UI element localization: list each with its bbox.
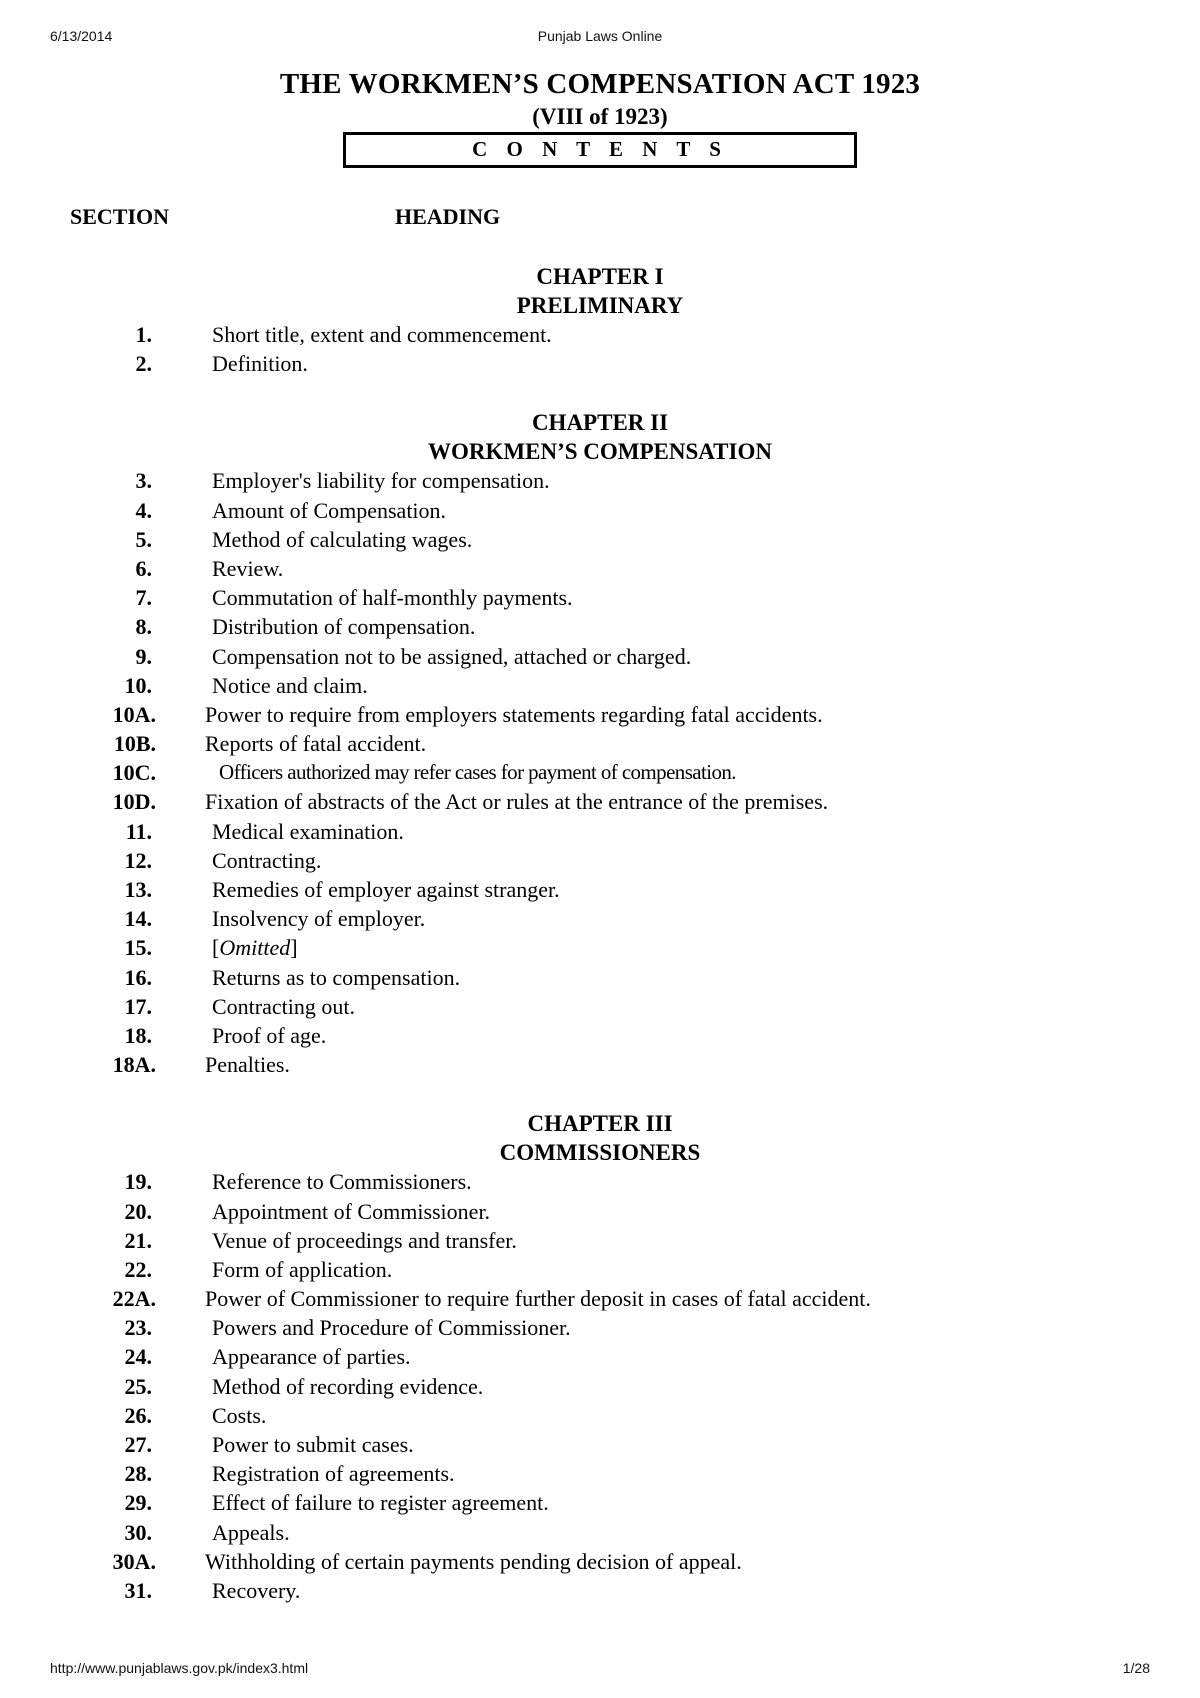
section-number: 2. [135, 351, 152, 377]
toc-row [0, 466, 1200, 495]
section-number: 30A. [112, 1548, 156, 1574]
print-page-number: 1/28 [1122, 1660, 1150, 1676]
section-heading: Commutation of half-monthly payments. [212, 585, 573, 611]
section-number: 19. [124, 1169, 152, 1195]
print-site-name: Punjab Laws Online [537, 28, 663, 44]
toc-row [0, 1430, 1200, 1459]
section-number: 9. [135, 643, 152, 669]
toc-row [0, 1547, 1200, 1576]
section-heading: Effect of failure to register agreement. [212, 1490, 549, 1516]
toc-row [0, 554, 1200, 583]
section-number: 18A. [112, 1052, 156, 1078]
section-heading: Proof of age. [212, 1022, 327, 1048]
toc-row [0, 817, 1200, 846]
toc-row [0, 1459, 1200, 1488]
toc-row [0, 496, 1200, 525]
section-heading: Insolvency of employer. [212, 906, 426, 932]
toc-row [0, 671, 1200, 700]
column-header-section: SECTION [70, 204, 170, 229]
section-heading: Registration of agreements. [212, 1461, 455, 1487]
section-number: 11. [125, 818, 152, 844]
print-date: 6/13/2014 [50, 28, 113, 44]
print-header [0, 28, 1200, 48]
toc-row [0, 1518, 1200, 1547]
omitted-label: Omitted [219, 935, 291, 961]
toc-row [0, 1021, 1200, 1050]
toc-row [0, 963, 1200, 992]
section-heading: Amount of Compensation. [212, 497, 447, 523]
section-number: 14. [124, 906, 152, 932]
section-number: 24. [124, 1344, 152, 1370]
section-heading: Returns as to compensation. [212, 964, 461, 990]
section-number: 28. [124, 1461, 152, 1487]
chapter-gap [0, 1079, 1200, 1109]
chapter-name: COMMISSIONERS [499, 1140, 701, 1166]
section-number: 29. [124, 1490, 152, 1516]
section-number: 30. [124, 1519, 152, 1545]
section-heading: Appointment of Commissioner. [212, 1198, 491, 1224]
toc-row [0, 1372, 1200, 1401]
section-number: 6. [135, 555, 152, 581]
section-number: 3. [135, 468, 152, 494]
toc-row [0, 1226, 1200, 1255]
chapter-number: CHAPTER I [536, 264, 664, 289]
section-number: 16. [124, 964, 152, 990]
toc-row [0, 1050, 1200, 1079]
section-number: 12. [124, 847, 152, 873]
toc-row [0, 1401, 1200, 1430]
section-number: 31. [124, 1577, 152, 1603]
toc-row [0, 1342, 1200, 1371]
section-heading: Appearance of parties. [212, 1344, 411, 1370]
toc-row [0, 1284, 1200, 1313]
toc-row [0, 729, 1200, 758]
section-number: 10C. [112, 760, 156, 786]
chapter-gap [0, 378, 1200, 408]
section-heading: Withholding of certain payments pending decision of appeal. [205, 1548, 742, 1574]
chapter-number: CHAPTER II [531, 410, 669, 436]
section-number: 10. [124, 672, 152, 698]
bracket-open: [ [212, 935, 220, 961]
section-heading [212, 933, 298, 962]
section-heading: Remedies of employer against stranger. [212, 877, 560, 902]
section-heading: Distribution of compensation. [212, 614, 476, 640]
section-heading: Method of calculating wages. [212, 526, 473, 552]
section-number: 4. [135, 497, 152, 523]
section-heading: Reference to Commissioners. [212, 1169, 472, 1195]
toc-row [0, 758, 1200, 787]
section-number: 18. [124, 1022, 152, 1048]
document-subtitle: (VIII of 1923) [532, 104, 668, 129]
toc-row [0, 642, 1200, 671]
section-heading: Definition. [212, 351, 308, 377]
section-number: 23. [124, 1315, 152, 1341]
section-heading: Powers and Procedure of Commissioner. [212, 1315, 571, 1341]
section-number: 13. [124, 877, 152, 902]
section-heading: Officers authorized may refer cases for payment of compensation. [219, 760, 736, 785]
section-heading: Recovery. [212, 1577, 301, 1603]
print-footer [0, 1660, 1200, 1680]
chapter-name: WORKMEN’S COMPENSATION [428, 439, 772, 465]
section-number: 21. [124, 1227, 152, 1253]
section-number: 17. [124, 993, 152, 1019]
section-heading: Short title, extent and commencement. [212, 322, 552, 347]
section-number: 10B. [113, 731, 156, 757]
section-number: 27. [124, 1432, 152, 1457]
section-number: 10A. [112, 701, 156, 727]
toc-row [0, 1313, 1200, 1342]
toc-row [0, 1255, 1200, 1284]
toc-row [0, 1197, 1200, 1226]
section-number: 5. [135, 526, 152, 552]
toc-row [0, 992, 1200, 1021]
section-number: 22A. [112, 1286, 156, 1312]
section-number: 8. [135, 614, 152, 640]
section-heading: Compensation not to be assigned, attached or charged. [212, 643, 692, 669]
toc-row [0, 583, 1200, 612]
toc-row [0, 1167, 1200, 1196]
chapter-name: PRELIMINARY [516, 293, 684, 318]
section-heading: Medical examination. [212, 818, 404, 844]
section-heading: Notice and claim. [212, 672, 368, 698]
section-heading: Contracting out. [212, 993, 355, 1019]
section-heading: Power to submit cases. [212, 1432, 414, 1457]
bracket-close: ] [290, 935, 298, 961]
section-heading: Fixation of abstracts of the Act or rules at the entrance of the premises. [205, 789, 829, 815]
section-number: 26. [124, 1402, 152, 1428]
section-number: 1. [135, 322, 152, 347]
toc-row [0, 904, 1200, 933]
column-header-heading: HEADING [395, 204, 501, 229]
table-of-contents [0, 262, 1200, 1605]
section-heading: Penalties. [205, 1052, 290, 1078]
section-heading: Appeals. [212, 1519, 290, 1545]
section-heading: Power of Commissioner to require further deposit in cases of fatal accident. [205, 1286, 871, 1312]
print-url: http://www.punjablaws.gov.pk/index3.html [50, 1660, 309, 1676]
toc-row [0, 933, 1200, 962]
section-heading: Contracting. [212, 847, 322, 873]
section-heading: Review. [212, 555, 284, 581]
section-number: 7. [135, 585, 152, 611]
toc-row [0, 1488, 1200, 1517]
toc-row [0, 875, 1200, 904]
section-heading: Venue of proceedings and transfer. [212, 1227, 517, 1253]
section-heading: Costs. [212, 1402, 267, 1428]
chapter-number: CHAPTER III [527, 1111, 673, 1137]
toc-row [0, 525, 1200, 554]
section-heading: Method of recording evidence. [212, 1373, 484, 1399]
toc-row [0, 320, 1200, 349]
section-number: 15. [124, 935, 152, 961]
section-heading: Reports of fatal accident. [205, 731, 427, 757]
section-number: 22. [124, 1256, 152, 1282]
section-heading: Power to require from employers statements regarding fatal accidents. [205, 701, 823, 727]
toc-row [0, 1576, 1200, 1605]
section-heading: Form of application. [212, 1256, 393, 1282]
section-heading: Employer's liability for compensation. [212, 468, 550, 494]
contents-label: C O N T E N T S [343, 132, 857, 168]
toc-row [0, 700, 1200, 729]
document-title: THE WORKMEN’S COMPENSATION ACT 1923 [279, 68, 921, 100]
section-number: 10D. [112, 789, 156, 815]
section-number: 20. [124, 1198, 152, 1224]
toc-row [0, 349, 1200, 378]
section-number: 25. [124, 1373, 152, 1399]
toc-row [0, 846, 1200, 875]
toc-row [0, 612, 1200, 641]
toc-row [0, 787, 1200, 816]
